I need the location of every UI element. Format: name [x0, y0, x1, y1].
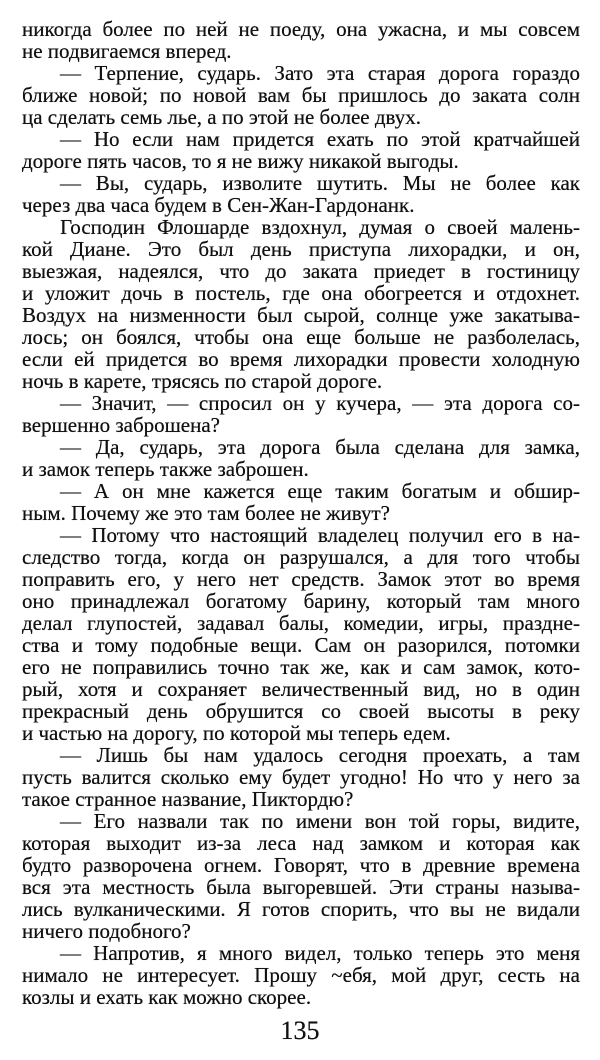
text-line: ца сделать семь лье, а по этой не более двух. — [22, 105, 421, 129]
text-line: никогда более по ней не поеду, она ужасна, и мы совсем — [22, 17, 580, 41]
text-line: такое странное название, Пиктордю? — [22, 787, 354, 811]
text-line: ночь в карете, трясясь по старой дороге. — [22, 369, 383, 393]
text-line: дороге пять часов, то я не вижу никакой выгоды. — [22, 149, 459, 173]
text-line: — Терпение, сударь. Зато эта старая дорога гораздо — [60, 61, 580, 85]
text-line: лись вулканическими. Я готов спорить, что вы не видали — [22, 897, 580, 921]
text-line: не подвигаемся вперед. — [22, 39, 232, 63]
text-line: козлы и ехать как можно скорее. — [22, 985, 312, 1009]
paragraph — [22, 172, 580, 216]
text-line: вся эта местность была выгоревшей. Эти страны называ- — [22, 875, 580, 899]
paragraph — [22, 480, 580, 524]
text-line: пусть валится сколько ему будет угодно! Но что у него за — [22, 765, 580, 789]
text-line: — Но если нам придется ехать по этой кратчайшей — [60, 127, 580, 151]
text-line: рый, хотя и сохраняет величественный вид, но в один — [22, 677, 580, 701]
text-line: — Лишь бы нам удалось сегодня проехать, а там — [60, 743, 580, 767]
text-line: прекрасный день обрушится со своей высоты в реку — [22, 699, 580, 723]
text-line: делал глупостей, задавал балы, комедии, игры, праздне- — [22, 611, 580, 635]
text-line: лось; он боялся, чтобы она еще больше не разболелась, — [22, 325, 580, 349]
text-line: и уложит дочь в постель, где она обогреется и отдохнет. — [22, 281, 580, 305]
text-line: — Потому что настоящий владелец получил его в на- — [60, 523, 580, 547]
text-line: — Да, сударь, эта дорога была сделана для замка, — [60, 435, 580, 459]
text-line: выезжая, надеялся, что до заката приедет в гостиницу — [22, 259, 580, 283]
text-line: оно принадлежал богатому барину, который там много — [22, 589, 580, 613]
text-line: ничего подобного? — [22, 919, 191, 943]
text-line: — Напротив, я много видел, только теперь это меня — [60, 941, 580, 965]
text-line: его не поправились точно так же, как и сам замок, кото- — [22, 655, 580, 679]
text-line: нимало не интересует. Прошу ~ебя, мой друг, сесть на — [22, 963, 580, 987]
text-line: ства и тому подобные вещи. Сам он разорился, потомки — [22, 633, 580, 657]
text-line: Воздух на низменности был сырой, солнце уже закатыва- — [22, 303, 580, 327]
text-line: Господин Флошарде вздохнул, думая о своей малень- — [60, 215, 580, 239]
page-number: 135 — [280, 1016, 320, 1045]
paragraph — [22, 942, 580, 1008]
paragraph — [22, 744, 580, 810]
text-line: — А он мне кажется еще таким богатым и обшир- — [60, 479, 580, 503]
text-line: следство тогда, когда он разрушался, а для того чтобы — [22, 545, 580, 569]
text-line: кой Диане. Это был день приступа лихорадки, и он, — [22, 237, 580, 261]
paragraph — [22, 128, 580, 172]
text-line: поправить его, у него нет средств. Замок этот во время — [22, 567, 580, 591]
text-line: ближе новой; по новой вам бы пришлось до заката солн — [22, 83, 580, 107]
text-line: через два часа будем в Сен-Жан-Гардонанк. — [22, 193, 415, 217]
text-line: и замок теперь также заброшен. — [22, 457, 309, 481]
paragraph — [22, 18, 580, 62]
text-line: будто разворочена огнем. Говорят, что в древние времена — [22, 853, 580, 877]
paragraph — [22, 810, 580, 942]
text-line: которая выходит из-за леса над замком и которая как — [22, 831, 580, 855]
text-line: если ей придется во время лихорадки провести холодную — [22, 347, 580, 371]
text-line: и частью на дорогу, по которой мы теперь едем. — [22, 721, 451, 745]
text-line: вершенно заброшена? — [22, 413, 221, 437]
paragraph — [22, 436, 580, 480]
text-line: — Значит, — спросил он у кучера, — эта дорога со- — [60, 391, 580, 415]
paragraph — [22, 216, 580, 392]
text-line: — Вы, сударь, изволите шутить. Мы не более как — [60, 171, 580, 195]
paragraph — [22, 62, 580, 128]
text-line: ным. Почему же это там более не живут? — [22, 501, 390, 525]
page-body — [22, 18, 580, 1008]
text-line: — Его назвали так по имени вон той горы, видите, — [60, 809, 580, 833]
paragraph — [22, 524, 580, 744]
paragraph — [22, 392, 580, 436]
